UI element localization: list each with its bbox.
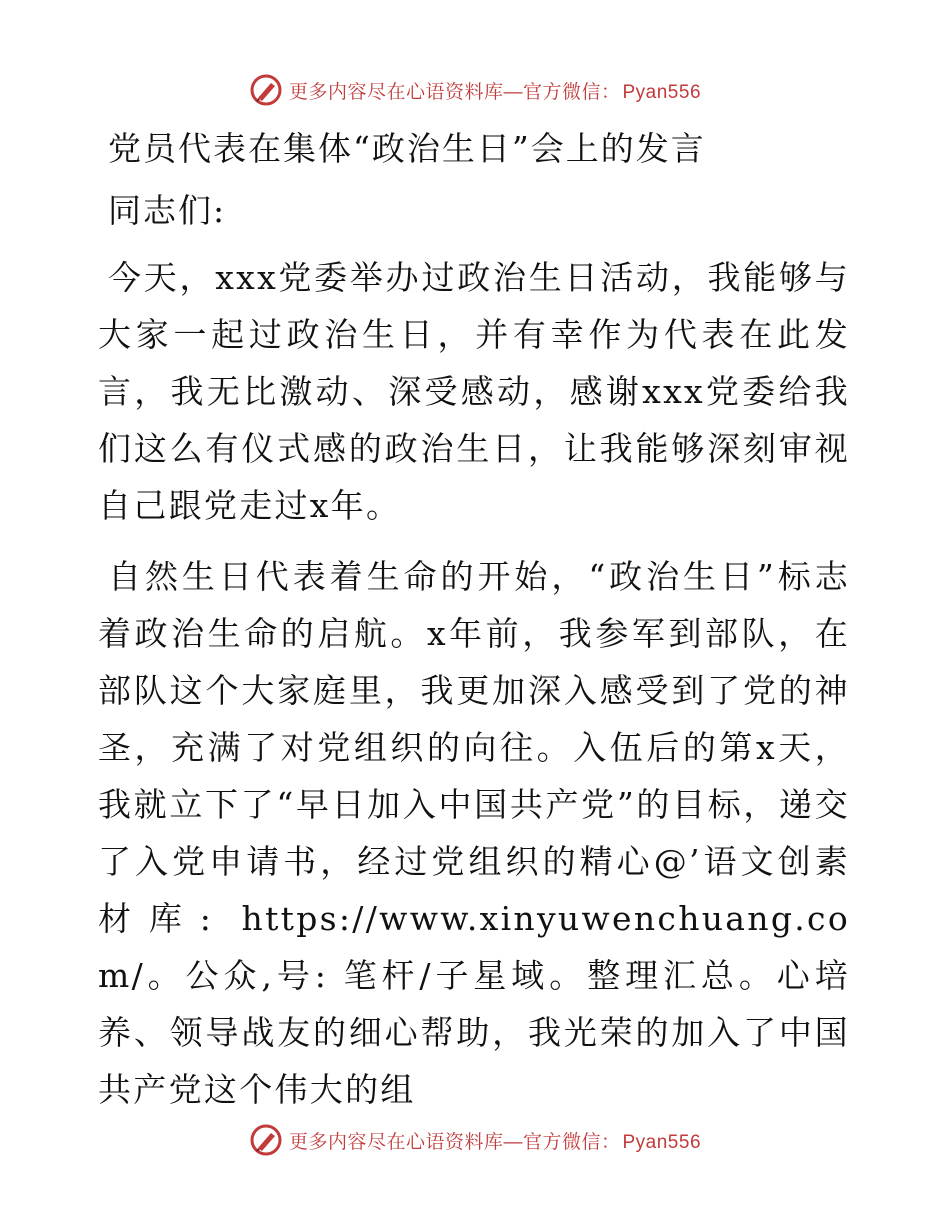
paragraph-2: 自然生日代表着生命的开始，“政治生日”标志着政治生命的启航。x年前，我参军到部队，在部队这个大家庭里，我更加深入感受到了党的神圣，充满了对党组织的向往。入伍后的第x天，我就立下了“早日加入中国共产党”的目标，递交了入党申请书，经过党组织的精心@’语文创素材库: https://www.xinyuwenchuang.com/。公众,号: 笔杆/子星域。整理汇总。心培养、领导战友的细心帮助，我光荣的加入了中国共产党这个伟大的组 xyxy=(98,557,850,1109)
document-title: 党员代表在集体“政治生日”会上的发言 xyxy=(108,129,706,168)
watermark-label: 更多内容尽在心语资料库—官方微信： xyxy=(288,1131,621,1153)
watermark-wechat-id: Pyan556 xyxy=(622,1131,702,1153)
document-body xyxy=(98,125,850,1132)
paragraph-1: 今天，xxx党委举办过政治生日活动，我能够与大家一起过政治生日，并有幸作为代表在此发言，我无比激动、深受感动，感谢xxx党委给我们这么有仪式感的政治生日，让我能够深刻审视自己跟党走过x年。 xyxy=(98,258,850,525)
watermark-wechat-id: Pyan556 xyxy=(622,81,702,103)
watermark-label: 更多内容尽在心语资料库—官方微信： xyxy=(288,81,621,103)
footer-watermark xyxy=(0,1120,950,1160)
pen-logo-icon xyxy=(249,73,283,107)
greeting: 同志们: xyxy=(108,191,227,230)
header-watermark xyxy=(0,70,950,110)
watermark-text xyxy=(289,77,701,104)
pen-logo-icon xyxy=(249,1123,283,1157)
watermark-text xyxy=(289,1127,701,1154)
